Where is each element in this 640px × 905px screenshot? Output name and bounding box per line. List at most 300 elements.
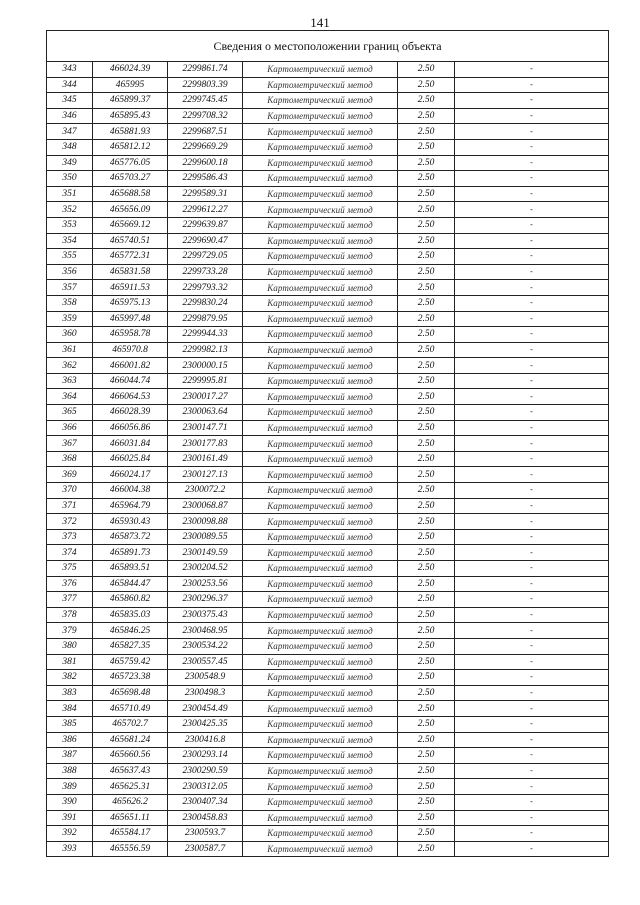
- table-row: [47, 794, 609, 810]
- y-coordinate-cell: 2300290.59: [168, 763, 243, 779]
- point-number-cell: 378: [47, 607, 93, 623]
- method-cell: Картометрический метод: [243, 217, 398, 233]
- y-coordinate-cell: 2300296.37: [168, 592, 243, 608]
- point-number-cell: 355: [47, 249, 93, 265]
- table-row: [47, 77, 609, 93]
- method-cell: Картометрический метод: [243, 467, 398, 483]
- description-cell: -: [455, 498, 609, 514]
- table-row: [47, 498, 609, 514]
- y-coordinate-cell: 2299995.81: [168, 373, 243, 389]
- x-coordinate-cell: 465930.43: [93, 514, 168, 530]
- accuracy-cell: 2.50: [398, 342, 455, 358]
- y-coordinate-cell: 2299861.74: [168, 62, 243, 78]
- description-cell: -: [455, 701, 609, 717]
- point-number-cell: 380: [47, 638, 93, 654]
- table-row: [47, 186, 609, 202]
- method-cell: Картометрический метод: [243, 670, 398, 686]
- description-cell: -: [455, 139, 609, 155]
- point-number-cell: 388: [47, 763, 93, 779]
- table-body: [47, 62, 609, 857]
- description-cell: -: [455, 420, 609, 436]
- point-number-cell: 344: [47, 77, 93, 93]
- x-coordinate-cell: 465827.35: [93, 638, 168, 654]
- method-cell: Картометрический метод: [243, 763, 398, 779]
- description-cell: -: [455, 592, 609, 608]
- table-row: [47, 545, 609, 561]
- description-cell: -: [455, 794, 609, 810]
- y-coordinate-cell: 2300000.15: [168, 358, 243, 374]
- description-cell: -: [455, 295, 609, 311]
- method-cell: Картометрический метод: [243, 545, 398, 561]
- description-cell: -: [455, 451, 609, 467]
- point-number-cell: 387: [47, 748, 93, 764]
- x-coordinate-cell: 465835.03: [93, 607, 168, 623]
- x-coordinate-cell: 465891.73: [93, 545, 168, 561]
- accuracy-cell: 2.50: [398, 529, 455, 545]
- description-cell: -: [455, 483, 609, 499]
- x-coordinate-cell: 465895.43: [93, 108, 168, 124]
- accuracy-cell: 2.50: [398, 467, 455, 483]
- description-cell: -: [455, 249, 609, 265]
- description-cell: -: [455, 202, 609, 218]
- accuracy-cell: 2.50: [398, 748, 455, 764]
- table-row: [47, 93, 609, 109]
- table-row: [47, 342, 609, 358]
- method-cell: Картометрический метод: [243, 701, 398, 717]
- accuracy-cell: 2.50: [398, 202, 455, 218]
- method-cell: Картометрический метод: [243, 841, 398, 857]
- description-cell: -: [455, 124, 609, 140]
- method-cell: Картометрический метод: [243, 405, 398, 421]
- x-coordinate-cell: 465776.05: [93, 155, 168, 171]
- method-cell: Картометрический метод: [243, 514, 398, 530]
- accuracy-cell: 2.50: [398, 249, 455, 265]
- method-cell: Картометрический метод: [243, 561, 398, 577]
- x-coordinate-cell: 465688.58: [93, 186, 168, 202]
- table-row: [47, 514, 609, 530]
- x-coordinate-cell: 466031.84: [93, 436, 168, 452]
- method-cell: Картометрический метод: [243, 483, 398, 499]
- accuracy-cell: 2.50: [398, 436, 455, 452]
- accuracy-cell: 2.50: [398, 545, 455, 561]
- point-number-cell: 379: [47, 623, 93, 639]
- x-coordinate-cell: 465997.48: [93, 311, 168, 327]
- table-row: [47, 280, 609, 296]
- method-cell: Картометрический метод: [243, 124, 398, 140]
- description-cell: -: [455, 623, 609, 639]
- method-cell: Картометрический метод: [243, 280, 398, 296]
- method-cell: Картометрический метод: [243, 810, 398, 826]
- x-coordinate-cell: 465911.53: [93, 280, 168, 296]
- y-coordinate-cell: 2299793.32: [168, 280, 243, 296]
- accuracy-cell: 2.50: [398, 139, 455, 155]
- point-number-cell: 357: [47, 280, 93, 296]
- description-cell: -: [455, 545, 609, 561]
- point-number-cell: 365: [47, 405, 93, 421]
- description-cell: -: [455, 389, 609, 405]
- accuracy-cell: 2.50: [398, 62, 455, 78]
- method-cell: Картометрический метод: [243, 139, 398, 155]
- table-row: [47, 436, 609, 452]
- y-coordinate-cell: 2300548.9: [168, 670, 243, 686]
- point-number-cell: 374: [47, 545, 93, 561]
- point-number-cell: 393: [47, 841, 93, 857]
- y-coordinate-cell: 2300293.14: [168, 748, 243, 764]
- x-coordinate-cell: 465964.79: [93, 498, 168, 514]
- method-cell: Картометрический метод: [243, 93, 398, 109]
- table-row: [47, 607, 609, 623]
- x-coordinate-cell: 465740.51: [93, 233, 168, 249]
- description-cell: -: [455, 638, 609, 654]
- method-cell: Картометрический метод: [243, 794, 398, 810]
- y-coordinate-cell: 2299708.32: [168, 108, 243, 124]
- description-cell: -: [455, 77, 609, 93]
- x-coordinate-cell: 465681.24: [93, 732, 168, 748]
- y-coordinate-cell: 2299745.45: [168, 93, 243, 109]
- x-coordinate-cell: 465651.11: [93, 810, 168, 826]
- method-cell: Картометрический метод: [243, 373, 398, 389]
- method-cell: Картометрический метод: [243, 654, 398, 670]
- accuracy-cell: 2.50: [398, 716, 455, 732]
- method-cell: Картометрический метод: [243, 264, 398, 280]
- x-coordinate-cell: 465710.49: [93, 701, 168, 717]
- point-number-cell: 376: [47, 576, 93, 592]
- accuracy-cell: 2.50: [398, 155, 455, 171]
- table-row: [47, 748, 609, 764]
- accuracy-cell: 2.50: [398, 217, 455, 233]
- x-coordinate-cell: 465723.38: [93, 670, 168, 686]
- description-cell: -: [455, 607, 609, 623]
- x-coordinate-cell: 465899.37: [93, 93, 168, 109]
- method-cell: Картометрический метод: [243, 716, 398, 732]
- method-cell: Картометрический метод: [243, 358, 398, 374]
- y-coordinate-cell: 2300587.7: [168, 841, 243, 857]
- description-cell: -: [455, 186, 609, 202]
- point-number-cell: 354: [47, 233, 93, 249]
- method-cell: Картометрический метод: [243, 311, 398, 327]
- method-cell: Картометрический метод: [243, 685, 398, 701]
- point-number-cell: 391: [47, 810, 93, 826]
- y-coordinate-cell: 2299687.51: [168, 124, 243, 140]
- description-cell: -: [455, 576, 609, 592]
- point-number-cell: 343: [47, 62, 93, 78]
- y-coordinate-cell: 2300468.95: [168, 623, 243, 639]
- table-row: [47, 701, 609, 717]
- table-row: [47, 451, 609, 467]
- x-coordinate-cell: 465702.7: [93, 716, 168, 732]
- table-header-row: [47, 31, 609, 62]
- table-row: [47, 561, 609, 577]
- point-number-cell: 370: [47, 483, 93, 499]
- description-cell: -: [455, 342, 609, 358]
- x-coordinate-cell: 465970.8: [93, 342, 168, 358]
- accuracy-cell: 2.50: [398, 389, 455, 405]
- y-coordinate-cell: 2300458.83: [168, 810, 243, 826]
- description-cell: -: [455, 732, 609, 748]
- accuracy-cell: 2.50: [398, 108, 455, 124]
- accuracy-cell: 2.50: [398, 592, 455, 608]
- description-cell: -: [455, 514, 609, 530]
- table-row: [47, 826, 609, 842]
- accuracy-cell: 2.50: [398, 561, 455, 577]
- accuracy-cell: 2.50: [398, 93, 455, 109]
- accuracy-cell: 2.50: [398, 607, 455, 623]
- x-coordinate-cell: 465873.72: [93, 529, 168, 545]
- point-number-cell: 373: [47, 529, 93, 545]
- accuracy-cell: 2.50: [398, 264, 455, 280]
- table-row: [47, 264, 609, 280]
- point-number-cell: 353: [47, 217, 93, 233]
- x-coordinate-cell: 465844.47: [93, 576, 168, 592]
- point-number-cell: 381: [47, 654, 93, 670]
- y-coordinate-cell: 2300089.55: [168, 529, 243, 545]
- point-number-cell: 364: [47, 389, 93, 405]
- accuracy-cell: 2.50: [398, 405, 455, 421]
- method-cell: Картометрический метод: [243, 576, 398, 592]
- y-coordinate-cell: 2299982.13: [168, 342, 243, 358]
- accuracy-cell: 2.50: [398, 295, 455, 311]
- point-number-cell: 384: [47, 701, 93, 717]
- x-coordinate-cell: 465698.48: [93, 685, 168, 701]
- x-coordinate-cell: 465975.13: [93, 295, 168, 311]
- x-coordinate-cell: 466025.84: [93, 451, 168, 467]
- method-cell: Картометрический метод: [243, 779, 398, 795]
- x-coordinate-cell: 465893.51: [93, 561, 168, 577]
- method-cell: Картометрический метод: [243, 826, 398, 842]
- description-cell: -: [455, 108, 609, 124]
- accuracy-cell: 2.50: [398, 186, 455, 202]
- x-coordinate-cell: 465625.31: [93, 779, 168, 795]
- table-row: [47, 171, 609, 187]
- point-number-cell: 348: [47, 139, 93, 155]
- y-coordinate-cell: 2300557.45: [168, 654, 243, 670]
- table-row: [47, 233, 609, 249]
- y-coordinate-cell: 2299600.18: [168, 155, 243, 171]
- table-row: [47, 654, 609, 670]
- method-cell: Картометрический метод: [243, 233, 398, 249]
- table-row: [47, 217, 609, 233]
- description-cell: -: [455, 670, 609, 686]
- table-row: [47, 529, 609, 545]
- description-cell: -: [455, 779, 609, 795]
- accuracy-cell: 2.50: [398, 311, 455, 327]
- accuracy-cell: 2.50: [398, 794, 455, 810]
- accuracy-cell: 2.50: [398, 373, 455, 389]
- point-number-cell: 356: [47, 264, 93, 280]
- y-coordinate-cell: 2300072.2: [168, 483, 243, 499]
- table-row: [47, 202, 609, 218]
- description-cell: -: [455, 716, 609, 732]
- table-row: [47, 405, 609, 421]
- x-coordinate-cell: 466028.39: [93, 405, 168, 421]
- y-coordinate-cell: 2300253.56: [168, 576, 243, 592]
- method-cell: Картометрический метод: [243, 607, 398, 623]
- table-row: [47, 420, 609, 436]
- table-row: [47, 358, 609, 374]
- description-cell: -: [455, 171, 609, 187]
- point-number-cell: 362: [47, 358, 93, 374]
- point-number-cell: 346: [47, 108, 93, 124]
- accuracy-cell: 2.50: [398, 514, 455, 530]
- point-number-cell: 358: [47, 295, 93, 311]
- y-coordinate-cell: 2299944.33: [168, 327, 243, 343]
- point-number-cell: 366: [47, 420, 93, 436]
- point-number-cell: 377: [47, 592, 93, 608]
- point-number-cell: 383: [47, 685, 93, 701]
- x-coordinate-cell: 465772.31: [93, 249, 168, 265]
- x-coordinate-cell: 466004.38: [93, 483, 168, 499]
- y-coordinate-cell: 2299690.47: [168, 233, 243, 249]
- method-cell: Картометрический метод: [243, 638, 398, 654]
- accuracy-cell: 2.50: [398, 670, 455, 686]
- x-coordinate-cell: 465759.42: [93, 654, 168, 670]
- accuracy-cell: 2.50: [398, 763, 455, 779]
- accuracy-cell: 2.50: [398, 420, 455, 436]
- table-row: [47, 810, 609, 826]
- method-cell: Картометрический метод: [243, 327, 398, 343]
- method-cell: Картометрический метод: [243, 451, 398, 467]
- description-cell: -: [455, 264, 609, 280]
- point-number-cell: 345: [47, 93, 93, 109]
- table-row: [47, 841, 609, 857]
- method-cell: Картометрический метод: [243, 498, 398, 514]
- page-number: 141: [310, 15, 330, 30]
- method-cell: Картометрический метод: [243, 529, 398, 545]
- table-row: [47, 716, 609, 732]
- y-coordinate-cell: 2300098.88: [168, 514, 243, 530]
- description-cell: -: [455, 561, 609, 577]
- method-cell: Картометрический метод: [243, 108, 398, 124]
- x-coordinate-cell: 465846.25: [93, 623, 168, 639]
- boundary-coordinates-table: [46, 30, 609, 857]
- description-cell: -: [455, 93, 609, 109]
- point-number-cell: 350: [47, 171, 93, 187]
- accuracy-cell: 2.50: [398, 280, 455, 296]
- description-cell: -: [455, 327, 609, 343]
- x-coordinate-cell: 465584.17: [93, 826, 168, 842]
- method-cell: Картометрический метод: [243, 420, 398, 436]
- y-coordinate-cell: 2299729.05: [168, 249, 243, 265]
- point-number-cell: 352: [47, 202, 93, 218]
- x-coordinate-cell: 465660.56: [93, 748, 168, 764]
- method-cell: Картометрический метод: [243, 62, 398, 78]
- x-coordinate-cell: 465637.43: [93, 763, 168, 779]
- method-cell: Картометрический метод: [243, 748, 398, 764]
- accuracy-cell: 2.50: [398, 623, 455, 639]
- accuracy-cell: 2.50: [398, 327, 455, 343]
- table-row: [47, 670, 609, 686]
- point-number-cell: 386: [47, 732, 93, 748]
- point-number-cell: 361: [47, 342, 93, 358]
- x-coordinate-cell: 465958.78: [93, 327, 168, 343]
- y-coordinate-cell: 2299733.28: [168, 264, 243, 280]
- method-cell: Картометрический метод: [243, 623, 398, 639]
- y-coordinate-cell: 2300312.05: [168, 779, 243, 795]
- accuracy-cell: 2.50: [398, 810, 455, 826]
- table-row: [47, 623, 609, 639]
- x-coordinate-cell: 465656.09: [93, 202, 168, 218]
- description-cell: -: [455, 280, 609, 296]
- point-number-cell: 369: [47, 467, 93, 483]
- accuracy-cell: 2.50: [398, 732, 455, 748]
- method-cell: Картометрический метод: [243, 342, 398, 358]
- method-cell: Картометрический метод: [243, 295, 398, 311]
- point-number-cell: 390: [47, 794, 93, 810]
- y-coordinate-cell: 2300127.13: [168, 467, 243, 483]
- y-coordinate-cell: 2300375.43: [168, 607, 243, 623]
- point-number-cell: 382: [47, 670, 93, 686]
- x-coordinate-cell: 465995: [93, 77, 168, 93]
- description-cell: -: [455, 654, 609, 670]
- point-number-cell: 347: [47, 124, 93, 140]
- accuracy-cell: 2.50: [398, 171, 455, 187]
- point-number-cell: 367: [47, 436, 93, 452]
- table-header-title: Сведения о местоположении границ объекта: [47, 31, 609, 62]
- x-coordinate-cell: 465626.2: [93, 794, 168, 810]
- y-coordinate-cell: 2300149.59: [168, 545, 243, 561]
- description-cell: -: [455, 826, 609, 842]
- x-coordinate-cell: 465881.93: [93, 124, 168, 140]
- x-coordinate-cell: 465812.12: [93, 139, 168, 155]
- point-number-cell: 371: [47, 498, 93, 514]
- method-cell: Картометрический метод: [243, 732, 398, 748]
- point-number-cell: 392: [47, 826, 93, 842]
- y-coordinate-cell: 2300068.87: [168, 498, 243, 514]
- y-coordinate-cell: 2299612.27: [168, 202, 243, 218]
- x-coordinate-cell: 466064.53: [93, 389, 168, 405]
- table-row: [47, 685, 609, 701]
- description-cell: -: [455, 405, 609, 421]
- description-cell: -: [455, 155, 609, 171]
- y-coordinate-cell: 2299879.95: [168, 311, 243, 327]
- point-number-cell: 375: [47, 561, 93, 577]
- description-cell: -: [455, 311, 609, 327]
- table-row: [47, 732, 609, 748]
- table-row: [47, 592, 609, 608]
- x-coordinate-cell: 465703.27: [93, 171, 168, 187]
- method-cell: Картометрический метод: [243, 389, 398, 405]
- table-row: [47, 62, 609, 78]
- point-number-cell: 389: [47, 779, 93, 795]
- table-row: [47, 311, 609, 327]
- method-cell: Картометрический метод: [243, 249, 398, 265]
- x-coordinate-cell: 465556.59: [93, 841, 168, 857]
- description-cell: -: [455, 685, 609, 701]
- point-number-cell: 368: [47, 451, 93, 467]
- description-cell: -: [455, 436, 609, 452]
- method-cell: Картометрический метод: [243, 77, 398, 93]
- y-coordinate-cell: 2300534.22: [168, 638, 243, 654]
- description-cell: -: [455, 62, 609, 78]
- y-coordinate-cell: 2299830.24: [168, 295, 243, 311]
- description-cell: -: [455, 358, 609, 374]
- table-row: [47, 327, 609, 343]
- point-number-cell: 359: [47, 311, 93, 327]
- y-coordinate-cell: 2300454.49: [168, 701, 243, 717]
- method-cell: Картометрический метод: [243, 202, 398, 218]
- accuracy-cell: 2.50: [398, 576, 455, 592]
- y-coordinate-cell: 2300161.49: [168, 451, 243, 467]
- x-coordinate-cell: 465860.82: [93, 592, 168, 608]
- accuracy-cell: 2.50: [398, 124, 455, 140]
- description-cell: -: [455, 748, 609, 764]
- description-cell: -: [455, 373, 609, 389]
- method-cell: Картометрический метод: [243, 186, 398, 202]
- table-row: [47, 638, 609, 654]
- table-row: [47, 295, 609, 311]
- accuracy-cell: 2.50: [398, 779, 455, 795]
- accuracy-cell: 2.50: [398, 483, 455, 499]
